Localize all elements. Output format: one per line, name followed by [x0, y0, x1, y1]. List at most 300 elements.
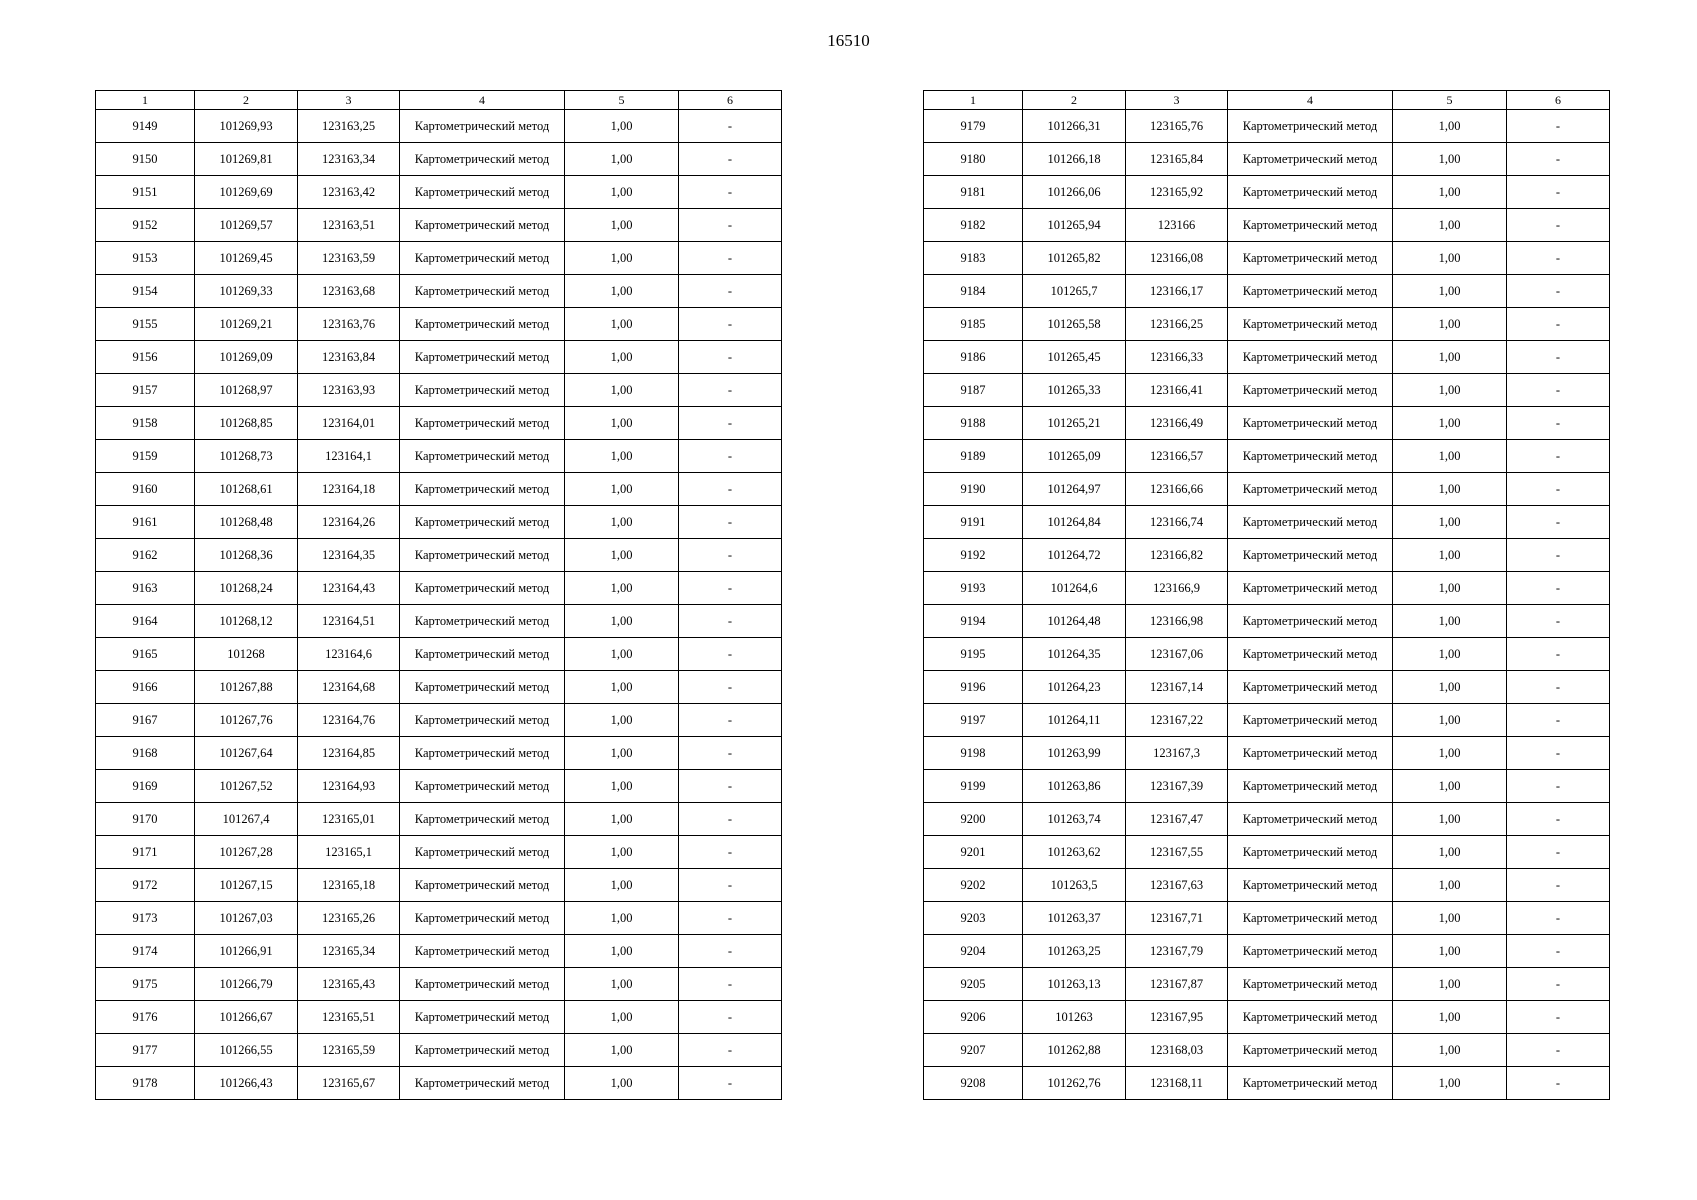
x-coordinate-cell: 101266,79: [195, 968, 298, 1001]
y-coordinate-cell: 123164,43: [298, 572, 400, 605]
description-cell: -: [1507, 572, 1610, 605]
description-cell: -: [679, 770, 782, 803]
method-cell: Картометрический метод: [1228, 902, 1393, 935]
table-row: [924, 935, 1610, 968]
point-number-cell: 9152: [96, 209, 195, 242]
y-coordinate-cell: 123165,01: [298, 803, 400, 836]
method-cell: Картометрический метод: [1228, 770, 1393, 803]
description-cell: -: [1507, 968, 1610, 1001]
accuracy-cell: 1,00: [565, 440, 679, 473]
point-number-cell: 9155: [96, 308, 195, 341]
table-row: [96, 737, 782, 770]
y-coordinate-cell: 123168,03: [1126, 1034, 1228, 1067]
table-row: [924, 1067, 1610, 1100]
point-number-cell: 9160: [96, 473, 195, 506]
y-coordinate-cell: 123165,59: [298, 1034, 400, 1067]
description-cell: -: [1507, 638, 1610, 671]
table-row: [924, 110, 1610, 143]
x-coordinate-cell: 101269,21: [195, 308, 298, 341]
description-cell: -: [1507, 110, 1610, 143]
point-number-cell: 9159: [96, 440, 195, 473]
page-number: 16510: [827, 31, 870, 50]
method-cell: Картометрический метод: [1228, 176, 1393, 209]
method-cell: Картометрический метод: [400, 473, 565, 506]
description-cell: -: [679, 374, 782, 407]
column-header: 1: [924, 91, 1023, 110]
method-cell: Картометрический метод: [1228, 737, 1393, 770]
table-row: [924, 1001, 1610, 1034]
column-header: 5: [1393, 91, 1507, 110]
method-cell: Картометрический метод: [400, 935, 565, 968]
description-cell: -: [679, 869, 782, 902]
point-number-cell: 9203: [924, 902, 1023, 935]
y-coordinate-cell: 123166,82: [1126, 539, 1228, 572]
x-coordinate-cell: 101266,43: [195, 1067, 298, 1100]
accuracy-cell: 1,00: [565, 770, 679, 803]
table-row: [924, 275, 1610, 308]
table-row: [924, 473, 1610, 506]
x-coordinate-cell: 101265,7: [1023, 275, 1126, 308]
table-header-row: [924, 91, 1610, 110]
point-number-cell: 9197: [924, 704, 1023, 737]
coordinates-table-left: [95, 90, 782, 1100]
point-number-cell: 9193: [924, 572, 1023, 605]
method-cell: Картометрический метод: [1228, 341, 1393, 374]
description-cell: -: [679, 605, 782, 638]
description-cell: -: [1507, 935, 1610, 968]
y-coordinate-cell: 123163,93: [298, 374, 400, 407]
x-coordinate-cell: 101269,45: [195, 242, 298, 275]
point-number-cell: 9187: [924, 374, 1023, 407]
point-number-cell: 9190: [924, 473, 1023, 506]
accuracy-cell: 1,00: [565, 671, 679, 704]
point-number-cell: 9201: [924, 836, 1023, 869]
y-coordinate-cell: 123166,66: [1126, 473, 1228, 506]
description-cell: -: [679, 341, 782, 374]
x-coordinate-cell: 101267,4: [195, 803, 298, 836]
method-cell: Картометрический метод: [1228, 407, 1393, 440]
point-number-cell: 9188: [924, 407, 1023, 440]
table-row: [96, 605, 782, 638]
table-row: [96, 1001, 782, 1034]
y-coordinate-cell: 123164,35: [298, 539, 400, 572]
y-coordinate-cell: 123168,11: [1126, 1067, 1228, 1100]
point-number-cell: 9162: [96, 539, 195, 572]
table-body-left: [96, 110, 782, 1100]
accuracy-cell: 1,00: [1393, 671, 1507, 704]
description-cell: -: [1507, 539, 1610, 572]
accuracy-cell: 1,00: [565, 605, 679, 638]
description-cell: -: [679, 803, 782, 836]
x-coordinate-cell: 101263: [1023, 1001, 1126, 1034]
description-cell: -: [679, 737, 782, 770]
x-coordinate-cell: 101268,97: [195, 374, 298, 407]
accuracy-cell: 1,00: [565, 473, 679, 506]
point-number-cell: 9165: [96, 638, 195, 671]
y-coordinate-cell: 123167,63: [1126, 869, 1228, 902]
method-cell: Картометрический метод: [400, 407, 565, 440]
column-header: 6: [679, 91, 782, 110]
x-coordinate-cell: 101268,48: [195, 506, 298, 539]
x-coordinate-cell: 101263,37: [1023, 902, 1126, 935]
accuracy-cell: 1,00: [565, 869, 679, 902]
point-number-cell: 9166: [96, 671, 195, 704]
x-coordinate-cell: 101263,86: [1023, 770, 1126, 803]
x-coordinate-cell: 101265,45: [1023, 341, 1126, 374]
accuracy-cell: 1,00: [1393, 572, 1507, 605]
method-cell: Картометрический метод: [400, 737, 565, 770]
point-number-cell: 9208: [924, 1067, 1023, 1100]
x-coordinate-cell: 101269,69: [195, 176, 298, 209]
y-coordinate-cell: 123165,18: [298, 869, 400, 902]
method-cell: Картометрический метод: [400, 110, 565, 143]
accuracy-cell: 1,00: [1393, 605, 1507, 638]
y-coordinate-cell: 123163,84: [298, 341, 400, 374]
method-cell: Картометрический метод: [400, 1034, 565, 1067]
method-cell: Картометрический метод: [400, 308, 565, 341]
x-coordinate-cell: 101266,18: [1023, 143, 1126, 176]
x-coordinate-cell: 101266,31: [1023, 110, 1126, 143]
table-row: [924, 209, 1610, 242]
point-number-cell: 9192: [924, 539, 1023, 572]
description-cell: -: [1507, 770, 1610, 803]
y-coordinate-cell: 123166: [1126, 209, 1228, 242]
method-cell: Картометрический метод: [400, 704, 565, 737]
x-coordinate-cell: 101267,15: [195, 869, 298, 902]
accuracy-cell: 1,00: [565, 836, 679, 869]
method-cell: Картометрический метод: [1228, 308, 1393, 341]
table-body-right: [924, 110, 1610, 1100]
point-number-cell: 9153: [96, 242, 195, 275]
accuracy-cell: 1,00: [565, 539, 679, 572]
method-cell: Картометрический метод: [400, 1001, 565, 1034]
accuracy-cell: 1,00: [565, 968, 679, 1001]
description-cell: -: [1507, 506, 1610, 539]
table-row: [96, 836, 782, 869]
point-number-cell: 9157: [96, 374, 195, 407]
table-row: [924, 968, 1610, 1001]
point-number-cell: 9163: [96, 572, 195, 605]
method-cell: Картометрический метод: [1228, 968, 1393, 1001]
method-cell: Картометрический метод: [400, 209, 565, 242]
y-coordinate-cell: 123167,14: [1126, 671, 1228, 704]
y-coordinate-cell: 123166,33: [1126, 341, 1228, 374]
description-cell: -: [1507, 374, 1610, 407]
x-coordinate-cell: 101265,21: [1023, 407, 1126, 440]
column-header: 3: [298, 91, 400, 110]
accuracy-cell: 1,00: [1393, 704, 1507, 737]
description-cell: -: [679, 935, 782, 968]
x-coordinate-cell: 101265,58: [1023, 308, 1126, 341]
y-coordinate-cell: 123164,93: [298, 770, 400, 803]
accuracy-cell: 1,00: [1393, 275, 1507, 308]
accuracy-cell: 1,00: [1393, 1001, 1507, 1034]
description-cell: -: [679, 242, 782, 275]
table-row: [96, 869, 782, 902]
x-coordinate-cell: 101262,88: [1023, 1034, 1126, 1067]
accuracy-cell: 1,00: [1393, 770, 1507, 803]
table-row: [924, 176, 1610, 209]
table-row: [96, 209, 782, 242]
point-number-cell: 9151: [96, 176, 195, 209]
accuracy-cell: 1,00: [1393, 308, 1507, 341]
point-number-cell: 9149: [96, 110, 195, 143]
description-cell: -: [679, 308, 782, 341]
description-cell: -: [679, 539, 782, 572]
x-coordinate-cell: 101268: [195, 638, 298, 671]
x-coordinate-cell: 101268,73: [195, 440, 298, 473]
method-cell: Картометрический метод: [1228, 143, 1393, 176]
y-coordinate-cell: 123166,41: [1126, 374, 1228, 407]
y-coordinate-cell: 123163,76: [298, 308, 400, 341]
description-cell: -: [679, 209, 782, 242]
y-coordinate-cell: 123167,3: [1126, 737, 1228, 770]
x-coordinate-cell: 101264,48: [1023, 605, 1126, 638]
method-cell: Картометрический метод: [1228, 605, 1393, 638]
point-number-cell: 9181: [924, 176, 1023, 209]
accuracy-cell: 1,00: [565, 341, 679, 374]
point-number-cell: 9198: [924, 737, 1023, 770]
method-cell: Картометрический метод: [1228, 473, 1393, 506]
x-coordinate-cell: 101267,28: [195, 836, 298, 869]
y-coordinate-cell: 123166,08: [1126, 242, 1228, 275]
description-cell: -: [1507, 1034, 1610, 1067]
method-cell: Картометрический метод: [1228, 209, 1393, 242]
method-cell: Картометрический метод: [400, 440, 565, 473]
accuracy-cell: 1,00: [1393, 737, 1507, 770]
description-cell: -: [1507, 704, 1610, 737]
description-cell: -: [679, 572, 782, 605]
description-cell: -: [1507, 803, 1610, 836]
point-number-cell: 9170: [96, 803, 195, 836]
point-number-cell: 9195: [924, 638, 1023, 671]
point-number-cell: 9161: [96, 506, 195, 539]
table-row: [96, 440, 782, 473]
accuracy-cell: 1,00: [565, 143, 679, 176]
x-coordinate-cell: 101266,91: [195, 935, 298, 968]
x-coordinate-cell: 101264,72: [1023, 539, 1126, 572]
table-row: [924, 803, 1610, 836]
method-cell: Картометрический метод: [400, 539, 565, 572]
method-cell: Картометрический метод: [400, 242, 565, 275]
method-cell: Картометрический метод: [400, 341, 565, 374]
table-row: [96, 341, 782, 374]
y-coordinate-cell: 123164,18: [298, 473, 400, 506]
table-row: [924, 539, 1610, 572]
accuracy-cell: 1,00: [565, 242, 679, 275]
table-row: [924, 704, 1610, 737]
x-coordinate-cell: 101267,64: [195, 737, 298, 770]
y-coordinate-cell: 123164,1: [298, 440, 400, 473]
y-coordinate-cell: 123163,51: [298, 209, 400, 242]
description-cell: -: [1507, 605, 1610, 638]
method-cell: Картометрический метод: [1228, 704, 1393, 737]
y-coordinate-cell: 123165,67: [298, 1067, 400, 1100]
description-cell: -: [1507, 308, 1610, 341]
accuracy-cell: 1,00: [565, 407, 679, 440]
point-number-cell: 9185: [924, 308, 1023, 341]
y-coordinate-cell: 123166,57: [1126, 440, 1228, 473]
method-cell: Картометрический метод: [400, 968, 565, 1001]
description-cell: -: [1507, 1001, 1610, 1034]
accuracy-cell: 1,00: [565, 1067, 679, 1100]
point-number-cell: 9207: [924, 1034, 1023, 1067]
y-coordinate-cell: 123165,34: [298, 935, 400, 968]
table-row: [924, 737, 1610, 770]
point-number-cell: 9158: [96, 407, 195, 440]
point-number-cell: 9172: [96, 869, 195, 902]
table-row: [924, 374, 1610, 407]
accuracy-cell: 1,00: [565, 803, 679, 836]
point-number-cell: 9177: [96, 1034, 195, 1067]
column-header: 6: [1507, 91, 1610, 110]
table-row: [924, 869, 1610, 902]
accuracy-cell: 1,00: [1393, 374, 1507, 407]
method-cell: Картометрический метод: [400, 803, 565, 836]
accuracy-cell: 1,00: [1393, 143, 1507, 176]
table-row: [96, 110, 782, 143]
y-coordinate-cell: 123167,79: [1126, 935, 1228, 968]
point-number-cell: 9168: [96, 737, 195, 770]
accuracy-cell: 1,00: [565, 176, 679, 209]
table-row: [96, 902, 782, 935]
x-coordinate-cell: 101267,52: [195, 770, 298, 803]
point-number-cell: 9176: [96, 1001, 195, 1034]
point-number-cell: 9178: [96, 1067, 195, 1100]
description-cell: -: [679, 473, 782, 506]
point-number-cell: 9184: [924, 275, 1023, 308]
description-cell: -: [679, 836, 782, 869]
point-number-cell: 9204: [924, 935, 1023, 968]
y-coordinate-cell: 123167,39: [1126, 770, 1228, 803]
point-number-cell: 9179: [924, 110, 1023, 143]
method-cell: Картометрический метод: [1228, 440, 1393, 473]
method-cell: Картометрический метод: [1228, 671, 1393, 704]
accuracy-cell: 1,00: [1393, 242, 1507, 275]
description-cell: -: [1507, 341, 1610, 374]
point-number-cell: 9186: [924, 341, 1023, 374]
description-cell: -: [1507, 1067, 1610, 1100]
accuracy-cell: 1,00: [565, 308, 679, 341]
table-row: [96, 308, 782, 341]
point-number-cell: 9202: [924, 869, 1023, 902]
x-coordinate-cell: 101264,97: [1023, 473, 1126, 506]
point-number-cell: 9206: [924, 1001, 1023, 1034]
x-coordinate-cell: 101267,76: [195, 704, 298, 737]
x-coordinate-cell: 101265,09: [1023, 440, 1126, 473]
method-cell: Картометрический метод: [400, 275, 565, 308]
point-number-cell: 9150: [96, 143, 195, 176]
table-row: [924, 605, 1610, 638]
method-cell: Картометрический метод: [400, 671, 565, 704]
table-row: [96, 473, 782, 506]
y-coordinate-cell: 123164,51: [298, 605, 400, 638]
description-cell: -: [1507, 209, 1610, 242]
y-coordinate-cell: 123165,43: [298, 968, 400, 1001]
method-cell: Картометрический метод: [1228, 869, 1393, 902]
accuracy-cell: 1,00: [565, 275, 679, 308]
description-cell: -: [1507, 836, 1610, 869]
table-row: [924, 770, 1610, 803]
y-coordinate-cell: 123166,17: [1126, 275, 1228, 308]
description-cell: -: [679, 275, 782, 308]
table-row: [96, 572, 782, 605]
x-coordinate-cell: 101268,61: [195, 473, 298, 506]
table-row: [924, 143, 1610, 176]
description-cell: -: [679, 440, 782, 473]
method-cell: Картометрический метод: [1228, 1034, 1393, 1067]
accuracy-cell: 1,00: [1393, 539, 1507, 572]
x-coordinate-cell: 101268,36: [195, 539, 298, 572]
method-cell: Картометрический метод: [400, 638, 565, 671]
method-cell: Картометрический метод: [400, 143, 565, 176]
y-coordinate-cell: 123166,98: [1126, 605, 1228, 638]
accuracy-cell: 1,00: [1393, 968, 1507, 1001]
description-cell: -: [1507, 473, 1610, 506]
table-row: [96, 242, 782, 275]
table-row: [96, 407, 782, 440]
column-header: 5: [565, 91, 679, 110]
accuracy-cell: 1,00: [565, 1034, 679, 1067]
y-coordinate-cell: 123163,25: [298, 110, 400, 143]
x-coordinate-cell: 101263,13: [1023, 968, 1126, 1001]
table-row: [96, 143, 782, 176]
description-cell: -: [679, 1034, 782, 1067]
point-number-cell: 9196: [924, 671, 1023, 704]
x-coordinate-cell: 101269,33: [195, 275, 298, 308]
y-coordinate-cell: 123165,76: [1126, 110, 1228, 143]
table-row: [96, 176, 782, 209]
description-cell: -: [1507, 275, 1610, 308]
description-cell: -: [1507, 407, 1610, 440]
x-coordinate-cell: 101266,67: [195, 1001, 298, 1034]
point-number-cell: 9205: [924, 968, 1023, 1001]
accuracy-cell: 1,00: [565, 935, 679, 968]
y-coordinate-cell: 123164,76: [298, 704, 400, 737]
x-coordinate-cell: 101269,81: [195, 143, 298, 176]
table-row: [96, 803, 782, 836]
method-cell: Картометрический метод: [400, 1067, 565, 1100]
y-coordinate-cell: 123164,85: [298, 737, 400, 770]
y-coordinate-cell: 123165,84: [1126, 143, 1228, 176]
method-cell: Картометрический метод: [1228, 110, 1393, 143]
column-header: 3: [1126, 91, 1228, 110]
description-cell: -: [679, 110, 782, 143]
table-row: [96, 374, 782, 407]
table-row: [96, 506, 782, 539]
table-row: [96, 968, 782, 1001]
y-coordinate-cell: 123167,22: [1126, 704, 1228, 737]
column-header: 2: [195, 91, 298, 110]
table-row: [924, 308, 1610, 341]
table-row: [96, 638, 782, 671]
method-cell: Картометрический метод: [1228, 374, 1393, 407]
description-cell: -: [679, 704, 782, 737]
x-coordinate-cell: 101263,74: [1023, 803, 1126, 836]
description-cell: -: [1507, 737, 1610, 770]
point-number-cell: 9154: [96, 275, 195, 308]
x-coordinate-cell: 101266,55: [195, 1034, 298, 1067]
description-cell: -: [1507, 176, 1610, 209]
x-coordinate-cell: 101269,93: [195, 110, 298, 143]
accuracy-cell: 1,00: [1393, 473, 1507, 506]
point-number-cell: 9199: [924, 770, 1023, 803]
point-number-cell: 9194: [924, 605, 1023, 638]
accuracy-cell: 1,00: [565, 638, 679, 671]
x-coordinate-cell: 101262,76: [1023, 1067, 1126, 1100]
table-row: [924, 572, 1610, 605]
point-number-cell: 9173: [96, 902, 195, 935]
